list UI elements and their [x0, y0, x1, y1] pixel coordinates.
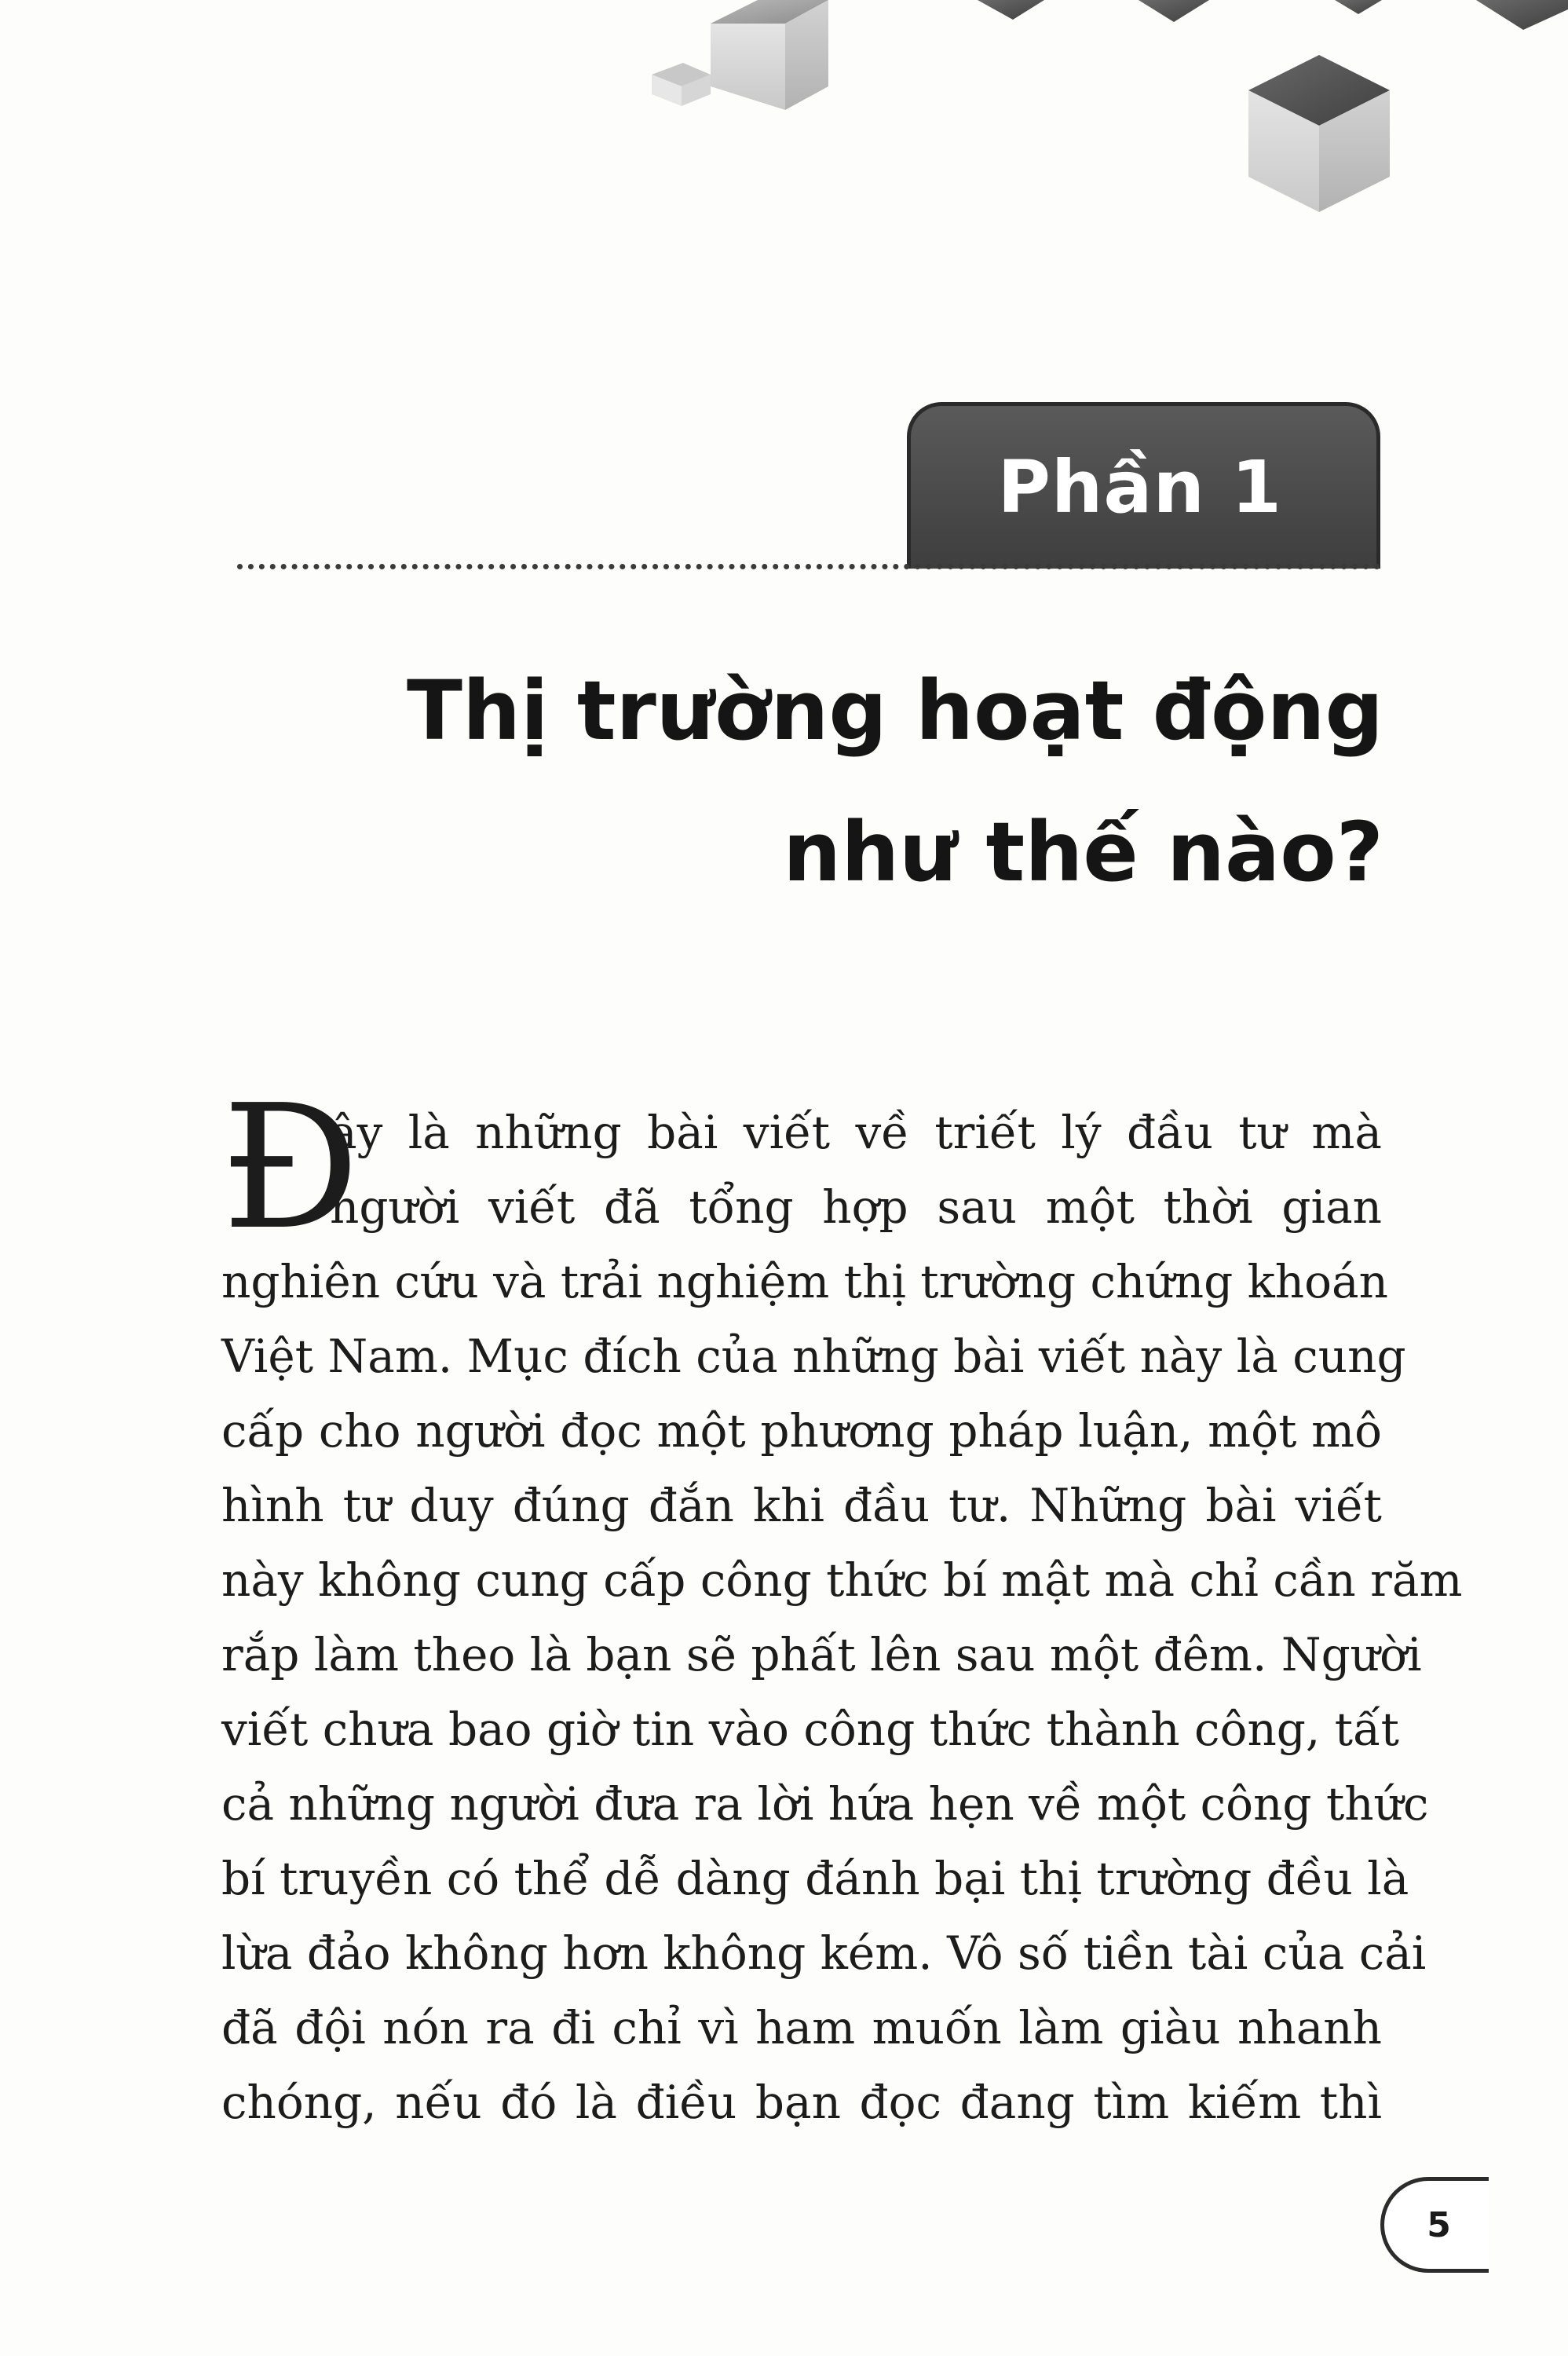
body-paragraph — [221, 1069, 1463, 2140]
paragraph-line: cả những người đưa ra lời hứa hẹn về một công thức — [221, 1777, 1429, 1831]
paragraph-line: viết chưa bao giờ tin vào công thức thành công, tất — [221, 1703, 1399, 1756]
cube-shape — [652, 63, 711, 106]
paragraph-line: bí truyền có thể dễ dàng đánh bại thị trường đều là — [221, 1852, 1409, 1905]
paragraph-line: nghiên cứu và trải nghiệm thị trường chứng khoán — [221, 1255, 1388, 1308]
section-label: Phần 1 — [997, 444, 1282, 529]
paragraph-line: ây là những bài viết về triết lý đầu tư mà — [330, 1106, 1382, 1159]
drop-cap: Đ — [221, 1069, 360, 1268]
chapter-title-line-1: Thị trường hoạt động — [407, 663, 1383, 759]
paragraph-line: lừa đảo không hơn không kém. Vô số tiền tài của cải — [221, 1926, 1427, 1980]
paragraph-line: Việt Nam. Mục đích của những bài viết này là cung — [221, 1330, 1406, 1383]
paragraph-line: người viết đã tổng hợp sau một thời gian — [330, 1180, 1382, 1234]
paragraph-line: này không cung cấp công thức bí mật mà chỉ cần răm — [221, 1553, 1463, 1607]
decorative-cubes — [0, 0, 1568, 220]
section-tab — [907, 402, 1380, 569]
cube-shape — [978, 0, 1568, 30]
cube-shape — [1248, 55, 1390, 212]
page-number: 5 — [1427, 2204, 1451, 2245]
paragraph-line: chóng, nếu đó là điều bạn đọc đang tìm kiếm thì — [221, 2076, 1382, 2129]
dotted-divider — [237, 564, 1380, 569]
paragraph-line: rắp làm theo là bạn sẽ phất lên sau một đêm. Người — [221, 1628, 1422, 1681]
paragraph-line: cấp cho người đọc một phương pháp luận, một mô — [221, 1404, 1382, 1458]
cube-shape — [711, 0, 828, 110]
chapter-title-line-2: như thế nào? — [783, 804, 1383, 900]
chapter-title — [393, 640, 1383, 923]
paragraph-line: đã đội nón ra đi chỉ vì ham muốn làm giàu nhanh — [221, 2001, 1382, 2054]
paragraph-line: hình tư duy đúng đắn khi đầu tư. Những bài viết — [221, 1479, 1382, 1532]
page-number-tab — [1380, 2177, 1489, 2273]
